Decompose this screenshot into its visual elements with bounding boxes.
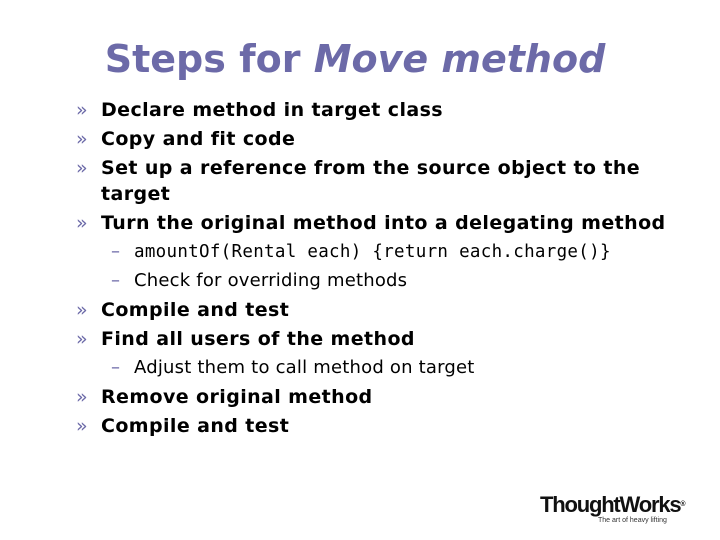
bullet-text: Remove original method: [101, 386, 373, 408]
slide-title: [0, 34, 710, 84]
bullet-marker-icon: »: [76, 157, 89, 179]
bullet-marker-icon: »: [76, 328, 89, 350]
bullet-item: [76, 97, 706, 123]
dash-marker-icon: –: [111, 357, 121, 378]
bullet-item: [76, 413, 706, 439]
sub-bullet-item: [76, 268, 706, 294]
dash-marker-icon: –: [111, 270, 121, 291]
bullet-marker-icon: »: [76, 128, 89, 150]
logo-name: ThoughtWorks: [540, 492, 681, 517]
bullet-marker-icon: »: [76, 212, 89, 234]
bullet-marker-icon: »: [76, 386, 89, 408]
bullet-item: [76, 126, 706, 152]
bullet-item: [76, 297, 706, 323]
bullet-item: [76, 326, 706, 352]
bullet-marker-icon: »: [76, 99, 89, 121]
bullet-text: Set up a reference from the source object to the target: [101, 157, 641, 205]
bullet-text: Find all users of the method: [101, 328, 415, 350]
sub-bullet-text: Check for overriding methods: [134, 270, 408, 291]
sub-bullet-item: [76, 239, 706, 265]
bullet-marker-icon: »: [76, 415, 89, 437]
bullet-text: Copy and fit code: [101, 128, 296, 150]
bullet-item: [76, 384, 706, 410]
logo-tagline: The art of heavy lifting: [598, 517, 667, 524]
title-prefix: Steps for: [104, 37, 314, 81]
thoughtworks-logo: [540, 492, 686, 525]
bullet-text: Turn the original method into a delegating method: [101, 212, 666, 234]
code-snippet: amountOf(Rental each) {return each.charge()}: [134, 242, 611, 262]
bullet-item: [76, 210, 706, 236]
sub-bullet-text: Adjust them to call method on target: [134, 357, 475, 378]
bullet-list: [76, 97, 706, 439]
bullet-text: Compile and test: [101, 415, 290, 437]
bullet-text: Compile and test: [101, 299, 290, 321]
bullet-item: [76, 155, 706, 207]
dash-marker-icon: –: [111, 241, 121, 262]
logo-wordmark: [540, 492, 686, 517]
trademark-icon: ®: [680, 501, 686, 508]
sub-bullet-item: [76, 355, 706, 381]
title-emphasis: Move method: [313, 37, 606, 81]
bullet-marker-icon: »: [76, 299, 89, 321]
bullet-text: Declare method in target class: [101, 99, 444, 121]
